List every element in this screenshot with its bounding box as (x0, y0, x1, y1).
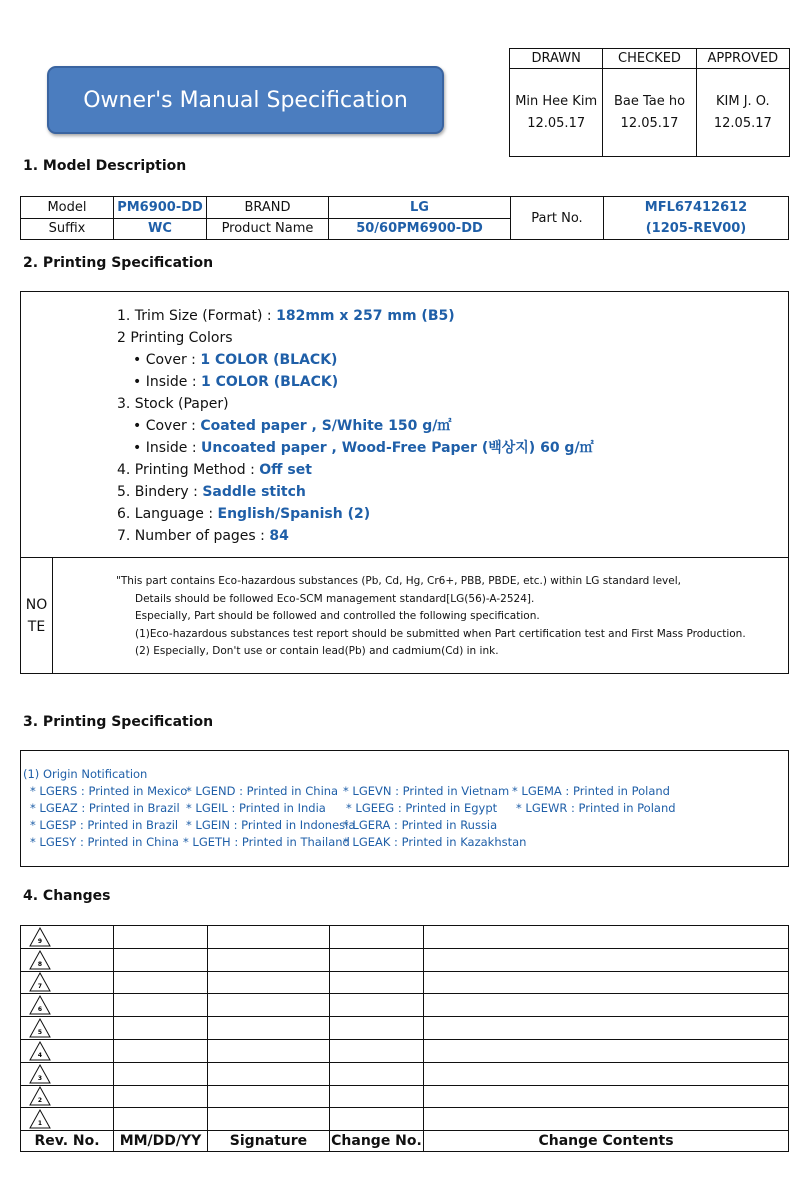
change-contents-cell (424, 926, 789, 949)
signature-cell (208, 1017, 330, 1040)
product-name-value: 50/60PM6900-DD (329, 218, 511, 240)
drawn-header: DRAWN (510, 49, 603, 69)
model-label: Model (21, 197, 114, 219)
signature-cell (208, 926, 330, 949)
model-value: PM6900-DD (114, 197, 207, 219)
origin-item: * LGEMA : Printed in Poland (512, 784, 670, 798)
change-contents-cell (424, 994, 789, 1017)
change-no-cell (330, 1017, 424, 1040)
note-label: NO TE (20, 557, 53, 674)
change-no-cell (330, 1108, 424, 1131)
revision-triangle-icon (29, 972, 51, 992)
rev-no-cell (21, 994, 114, 1017)
checked-date: 12.05.17 (620, 115, 679, 131)
revision-number: 9 (37, 937, 43, 945)
revision-triangle-icon (29, 1018, 51, 1038)
section-changes-title: 4. Changes (23, 888, 111, 904)
origin-heading: (1) Origin Notification (23, 767, 148, 781)
approved-name: KIM J. O. (716, 93, 770, 109)
rev-no-cell (21, 948, 114, 971)
approval-table (509, 48, 790, 157)
rev-no-cell (21, 1108, 114, 1131)
origin-item: * LGEWR : Printed in Poland (516, 801, 676, 815)
part-no-value (604, 197, 789, 240)
signature-header: Signature (208, 1131, 330, 1152)
part-no-label: Part No. (511, 197, 604, 240)
rev-no-cell (21, 1062, 114, 1085)
change-contents-cell (424, 1108, 789, 1131)
drawn-name: Min Hee Kim (515, 93, 598, 109)
revision-row (21, 948, 789, 971)
spec-stock: 3. Stock (Paper) (117, 396, 229, 412)
revision-row (21, 994, 789, 1017)
signature-cell (208, 1039, 330, 1062)
suffix-label: Suffix (21, 218, 114, 240)
brand-label: BRAND (207, 197, 329, 219)
date-cell (114, 994, 208, 1017)
spec-trim-size: 1. Trim Size (Format) : 182mm x 257 mm (B5) (117, 308, 455, 324)
revision-number: 8 (37, 960, 43, 968)
revision-row (21, 1062, 789, 1085)
checked-cell (603, 69, 696, 157)
date-cell (114, 1017, 208, 1040)
part-no-number: MFL67412612 (644, 200, 748, 215)
signature-cell (208, 948, 330, 971)
date-cell (114, 1039, 208, 1062)
revision-triangle-icon (29, 995, 51, 1015)
revision-triangle-icon (29, 1086, 51, 1106)
revision-triangle-icon (29, 1041, 51, 1061)
approved-header: APPROVED (696, 49, 789, 69)
change-no-header: Change No. (330, 1131, 424, 1152)
revision-row (21, 926, 789, 949)
origin-item: * LGEAZ : Printed in Brazil (30, 801, 180, 815)
revision-row (21, 1085, 789, 1108)
change-no-cell (330, 1039, 424, 1062)
date-cell (114, 1108, 208, 1131)
change-no-cell (330, 948, 424, 971)
rev-no-cell (21, 971, 114, 994)
approved-date: 12.05.17 (713, 115, 772, 131)
suffix-value: WC (114, 218, 207, 240)
change-contents-cell (424, 1085, 789, 1108)
brand-value: LG (329, 197, 511, 219)
revision-triangle-icon (29, 927, 51, 947)
checked-header: CHECKED (603, 49, 696, 69)
revision-triangle-icon (29, 1109, 51, 1129)
rev-no-cell (21, 926, 114, 949)
revision-number: 6 (37, 1006, 43, 1014)
spec-pages: 7. Number of pages : 84 (117, 528, 289, 544)
signature-cell (208, 971, 330, 994)
change-contents-cell (424, 948, 789, 971)
product-name-label: Product Name (207, 218, 329, 240)
document-title: Owner's Manual Specification (47, 66, 444, 134)
section-printing-spec-2-title: 3. Printing Specification (23, 714, 214, 730)
origin-item: * LGERS : Printed in Mexico (30, 784, 188, 798)
date-cell (114, 948, 208, 971)
date-cell (114, 1062, 208, 1085)
section-printing-spec-title: 2. Printing Specification (23, 255, 214, 271)
origin-item: * LGEVN : Printed in Vietnam (343, 784, 510, 798)
revision-number: 5 (37, 1029, 43, 1037)
change-no-cell (330, 971, 424, 994)
revision-number: 4 (37, 1051, 43, 1059)
signature-cell (208, 1085, 330, 1108)
note-line: Especially, Part should be followed and controlled the following specification. (135, 610, 540, 622)
revision-row (21, 1108, 789, 1131)
change-contents-cell (424, 1039, 789, 1062)
revision-number: 2 (37, 1097, 43, 1105)
note-line: (1)Eco-hazardous substances test report should be submitted when Part certification test and First Mass Production. (135, 627, 746, 640)
approved-cell (696, 69, 789, 157)
origin-item: * LGETH : Printed in Thailand (183, 835, 350, 849)
part-no-revision: (1205-REV00) (645, 221, 747, 236)
change-no-cell (330, 926, 424, 949)
note-text (116, 573, 746, 661)
revision-row (21, 1017, 789, 1040)
rev-no-header: Rev. No. (21, 1131, 114, 1152)
change-contents-cell (424, 1017, 789, 1040)
checked-name: Bae Tae ho (613, 93, 686, 109)
date-cell (114, 926, 208, 949)
note-line: Details should be followed Eco-SCM management standard[LG(56)-A-2524]. (135, 592, 535, 605)
revision-number: 7 (37, 983, 43, 991)
origin-item: * LGEIN : Printed in Indonesia (186, 818, 356, 832)
rev-no-cell (21, 1017, 114, 1040)
revision-row (21, 1039, 789, 1062)
spec-printing-method: 4. Printing Method : Off set (117, 462, 312, 478)
section-model-description-title: 1. Model Description (23, 158, 187, 174)
spec-cover-color: • Cover : 1 COLOR (BLACK) (133, 352, 338, 368)
origin-item: * LGERA : Printed in Russia (343, 818, 498, 832)
origin-item: * LGESY : Printed in China (30, 835, 179, 849)
date-cell (114, 1085, 208, 1108)
note-line: (2) Especially, Don't use or contain lead(Pb) and cadmium(Cd) in ink. (135, 645, 499, 657)
note-line: "This part contains Eco-hazardous substances (Pb, Cd, Hg, Cr6+, PBB, PBDE, etc.) within LG standard level, (116, 575, 681, 587)
changes-table (20, 925, 789, 1152)
change-contents-cell (424, 1062, 789, 1085)
origin-item: * LGESP : Printed in Brazil (30, 818, 179, 832)
signature-cell (208, 1108, 330, 1131)
drawn-cell (510, 69, 603, 157)
revision-number: 3 (37, 1074, 43, 1082)
signature-cell (208, 994, 330, 1017)
origin-item: * LGEEG : Printed in Egypt (346, 801, 498, 815)
spec-printing-colors: 2 Printing Colors (117, 330, 233, 346)
spec-stock-cover: • Cover : Coated paper , S/White 150 g/㎡ (133, 418, 452, 434)
revision-number: 1 (37, 1120, 43, 1128)
origin-item: * LGEND : Printed in China (186, 784, 339, 798)
revision-row (21, 971, 789, 994)
date-header: MM/DD/YY (114, 1131, 208, 1152)
revision-triangle-icon (29, 1064, 51, 1084)
rev-no-cell (21, 1039, 114, 1062)
change-no-cell (330, 1085, 424, 1108)
change-no-cell (330, 1062, 424, 1085)
date-cell (114, 971, 208, 994)
spec-inside-color: • Inside : 1 COLOR (BLACK) (133, 374, 339, 390)
revision-triangle-icon (29, 950, 51, 970)
origin-item: * LGEIL : Printed in India (186, 801, 326, 815)
change-no-cell (330, 994, 424, 1017)
printing-spec-list (117, 305, 594, 547)
spec-stock-inside: • Inside : Uncoated paper , Wood-Free Paper (백상지) 60 g/㎡ (133, 440, 594, 456)
origin-item: * LGEAK : Printed in Kazakhstan (343, 835, 527, 849)
spec-language: 6. Language : English/Spanish (2) (117, 506, 371, 522)
drawn-date: 12.05.17 (527, 115, 586, 131)
change-contents-header: Change Contents (424, 1131, 789, 1152)
spec-bindery: 5. Bindery : Saddle stitch (117, 484, 306, 500)
model-table (20, 196, 789, 240)
rev-no-cell (21, 1085, 114, 1108)
spec-divider (20, 557, 789, 558)
change-contents-cell (424, 971, 789, 994)
signature-cell (208, 1062, 330, 1085)
